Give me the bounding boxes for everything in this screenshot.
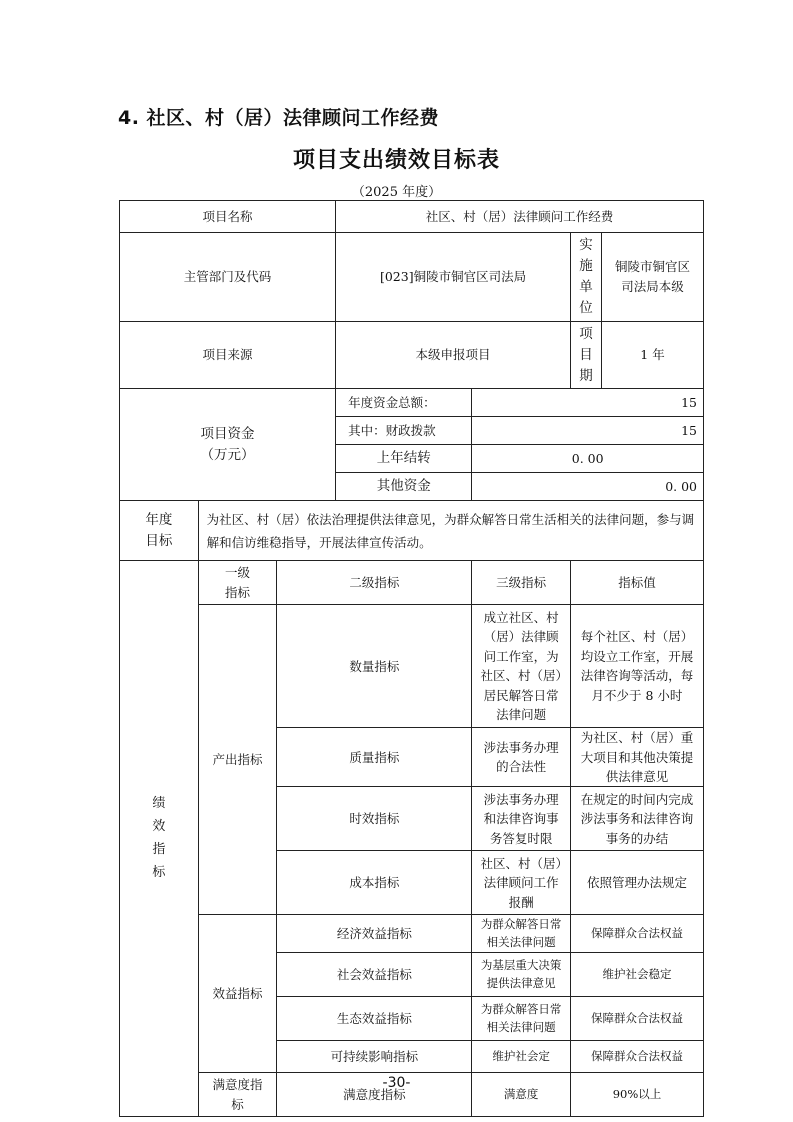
page-title: 项目支出绩效目标表 xyxy=(292,148,500,173)
header-level2: 二级指标 xyxy=(277,561,472,605)
value-cell: 维护社会稳定 xyxy=(570,953,703,997)
level2-cell: 生态效益指标 xyxy=(277,997,472,1041)
source-label: 项目来源 xyxy=(120,321,336,389)
annual-goal-label: 年度 目标 xyxy=(120,501,199,561)
level3-cell: 维护社会定 xyxy=(472,1041,571,1073)
table-row-indicator-headers xyxy=(120,561,704,605)
level2-cell: 社会效益指标 xyxy=(277,953,472,997)
department-value: [023]铜陵市铜官区司法局 xyxy=(336,233,571,322)
department-label: 主管部门及代码 xyxy=(120,233,336,322)
header-level3: 三级指标 xyxy=(472,561,571,605)
table-row-annual-goal xyxy=(120,501,704,561)
header-level1: 一级 指标 xyxy=(198,561,277,605)
level3-cell: 涉法事务办理和法律咨询事务答复时限 xyxy=(472,787,571,851)
level2-cell: 时效指标 xyxy=(277,787,472,851)
level2-cell: 成本指标 xyxy=(277,851,472,915)
year-note: （2025 年度） xyxy=(351,185,442,200)
project-name-value: 社区、村（居）法律顾问工作经费 xyxy=(336,201,704,233)
funds-row-label: 年度资金总额： xyxy=(336,389,472,417)
funds-row-value: 0. 00 xyxy=(472,445,704,473)
level2-cell: 满意度指标 xyxy=(277,1073,472,1117)
level2-cell: 可持续影响指标 xyxy=(277,1041,472,1073)
level3-cell: 为群众解答日常相关法律问题 xyxy=(472,997,571,1041)
value-cell: 90%以上 xyxy=(570,1073,703,1117)
level3-cell: 成立社区、村（居）法律顾问工作室，为社区、村（居）居民解答日常法律问题 xyxy=(472,605,571,728)
header-value: 指标值 xyxy=(570,561,703,605)
level3-cell: 为基层重大决策提供法律意见 xyxy=(472,953,571,997)
project-name-label: 项目名称 xyxy=(120,201,336,233)
output-indicators-label: 产出指标 xyxy=(198,605,277,915)
value-cell: 保障群众合法权益 xyxy=(570,915,703,953)
performance-target-table xyxy=(119,200,704,1117)
level2-cell: 质量指标 xyxy=(277,728,472,787)
satisfaction-indicators-label: 满意度指 标 xyxy=(198,1073,277,1117)
value-cell: 每个社区、村（居）均设立工作室，开展法律咨询等活动，每月不少于 8 小时 xyxy=(570,605,703,728)
annual-goal-text: 为社区、村（居）依法治理提供法律意见，为群众解答日常生活相关的法律问题，参与调解和信访维稳指导，开展法律宣传活动。 xyxy=(198,501,703,561)
funds-row-label: 上年结转 xyxy=(336,445,472,473)
value-cell: 在规定的时间内完成涉法事务和法律咨询事务的办结 xyxy=(570,787,703,851)
implementer-label: 实施单位 xyxy=(570,233,601,322)
section-heading: 4. 社区、村（居）法律顾问工作经费 xyxy=(118,107,440,129)
table-row-funds-total xyxy=(120,389,704,417)
level2-cell: 经济效益指标 xyxy=(277,915,472,953)
level3-cell: 社区、村（居）法律顾问工作报酬 xyxy=(472,851,571,915)
table-row-benefit-economic xyxy=(120,915,704,953)
level2-cell: 数量指标 xyxy=(277,605,472,728)
benefit-indicators-label: 效益指标 xyxy=(198,915,277,1073)
level3-cell: 为群众解答日常相关法律问题 xyxy=(472,915,571,953)
implementer-value: 铜陵市铜官区司法局本级 xyxy=(601,233,703,322)
source-value: 本级申报项目 xyxy=(336,321,571,389)
funds-row-value: 15 xyxy=(472,417,704,445)
performance-indicators-label xyxy=(120,561,199,1117)
value-cell: 为社区、村（居）重大项目和其他决策提供法律意见 xyxy=(570,728,703,787)
level3-cell: 涉法事务办理的合法性 xyxy=(472,728,571,787)
performance-indicators-text: 绩效指标 xyxy=(152,796,166,880)
value-cell: 保障群众合法权益 xyxy=(570,997,703,1041)
funds-label: 项目资金 （万元） xyxy=(120,389,336,501)
value-cell: 保障群众合法权益 xyxy=(570,1041,703,1073)
table-row-source xyxy=(120,321,704,389)
table-row-department xyxy=(120,233,704,322)
page-number: -30- xyxy=(382,1075,411,1091)
period-label: 项目期 xyxy=(570,321,601,389)
funds-row-value: 0. 00 xyxy=(472,473,704,501)
funds-row-label: 其中：财政拨款 xyxy=(336,417,472,445)
table-row-output-quantity xyxy=(120,605,704,728)
level3-cell: 满意度 xyxy=(472,1073,571,1117)
period-value: 1 年 xyxy=(601,321,703,389)
funds-row-value: 15 xyxy=(472,389,704,417)
value-cell: 依照管理办法规定 xyxy=(570,851,703,915)
table-row-project-name xyxy=(120,201,704,233)
funds-row-label: 其他资金 xyxy=(336,473,472,501)
